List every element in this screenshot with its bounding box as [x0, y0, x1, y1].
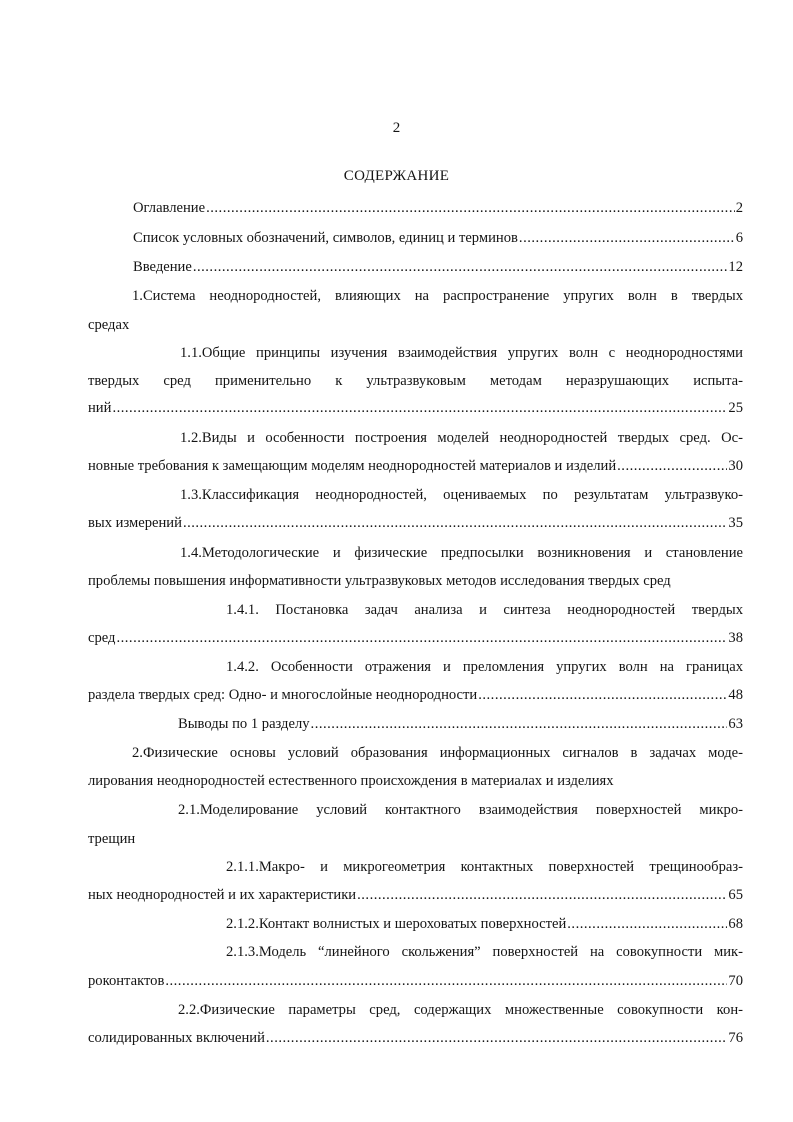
toc-section-1-2-line1[interactable]: 1.2.Виды и особенности построения моделей неоднородностей твердых сред. Ос-: [180, 430, 743, 446]
toc-section-1-3-line1[interactable]: 1.3.Классификация неоднородностей, оцениваемых по результатам ультразвуко-: [180, 487, 743, 503]
toc-section-1-4-2-line1[interactable]: 1.4.2. Особенности отражения и преломления упругих волн на границах: [226, 659, 743, 675]
toc-section-2-1-1-line1[interactable]: 2.1.1.Макро- и микрогеометрия контактных поверхностей трещинообраз-: [226, 859, 743, 875]
toc-section-1-1-line2[interactable]: твердых сред применительно к ультразвуковым методам неразрушающих испыта-: [88, 373, 743, 389]
page-title: СОДЕРЖАНИЕ: [343, 168, 450, 184]
toc-section-2-2-line2[interactable]: солидированных включений ..... 76: [88, 1029, 743, 1047]
toc-entry-contents[interactable]: Оглавление ..... 2: [133, 199, 743, 217]
toc-section-1-3-line2[interactable]: вых измерений ..... 35: [88, 514, 743, 532]
toc-section-2-line1[interactable]: 2.Физические основы условий образования информационных сигналов в задачах моде-: [132, 745, 743, 761]
toc-section-1-line1[interactable]: 1.Система неоднородностей, влияющих на распространение упругих волн в твердых: [132, 288, 743, 304]
toc-section-1-4-line2[interactable]: проблемы повышения информативности ультразвуковых методов исследования твердых сред: [88, 573, 671, 589]
toc-section-1-1-line3[interactable]: ний ..... 25: [88, 399, 743, 417]
toc-section-2-1-line1[interactable]: 2.1.Моделирование условий контактного взаимодействия поверхностей микро-: [178, 802, 743, 818]
toc-entry-symbols[interactable]: Список условных обозначений, символов, единиц и терминов ..... 6: [133, 229, 743, 247]
toc-section-1-2-line2[interactable]: новные требования к замещающим моделям неоднородностей материалов и изделий ..... 30: [88, 457, 743, 475]
toc-section-1-4-1-line2[interactable]: сред ..... 38: [88, 629, 743, 647]
toc-section-2-line2[interactable]: лирования неоднородностей естественного происхождения в материалах и изделиях: [88, 773, 614, 789]
toc-section-1-4-1-line1[interactable]: 1.4.1. Постановка задач анализа и синтеза неоднородностей твердых: [226, 602, 743, 618]
toc-section-2-1-3-line1[interactable]: 2.1.3.Модель “линейного скольжения” поверхностей на совокупности мик-: [226, 944, 743, 960]
toc-section-2-2-line1[interactable]: 2.2.Физические параметры сред, содержащих множественные совокупности кон-: [178, 1002, 743, 1018]
toc-section-2-1-2[interactable]: 2.1.2.Контакт волнистых и шероховатых поверхностей ..... 68: [226, 915, 743, 933]
page-number: 2: [392, 120, 401, 136]
toc-section-2-1-3-line2[interactable]: роконтактов ..... 70: [88, 972, 743, 990]
toc-section-1-line2[interactable]: средах: [88, 317, 130, 333]
toc-section-1-1-line1[interactable]: 1.1.Общие принципы изучения взаимодействия упругих волн с неоднородностями: [180, 345, 743, 361]
toc-section-1-4-line1[interactable]: 1.4.Методологические и физические предпосылки возникновения и становление: [180, 545, 743, 561]
toc-entry-conclusions-1[interactable]: Выводы по 1 разделу ..... 63: [178, 715, 743, 733]
toc-section-2-1-line2[interactable]: трещин: [88, 831, 136, 847]
toc-section-2-1-1-line2[interactable]: ных неоднородностей и их характеристики ..... 65: [88, 886, 743, 904]
toc-section-1-4-2-line2[interactable]: раздела твердых сред: Одно- и многослойные неоднородности ..... 48: [88, 686, 743, 704]
toc-entry-introduction[interactable]: Введение ..... 12: [133, 258, 743, 276]
